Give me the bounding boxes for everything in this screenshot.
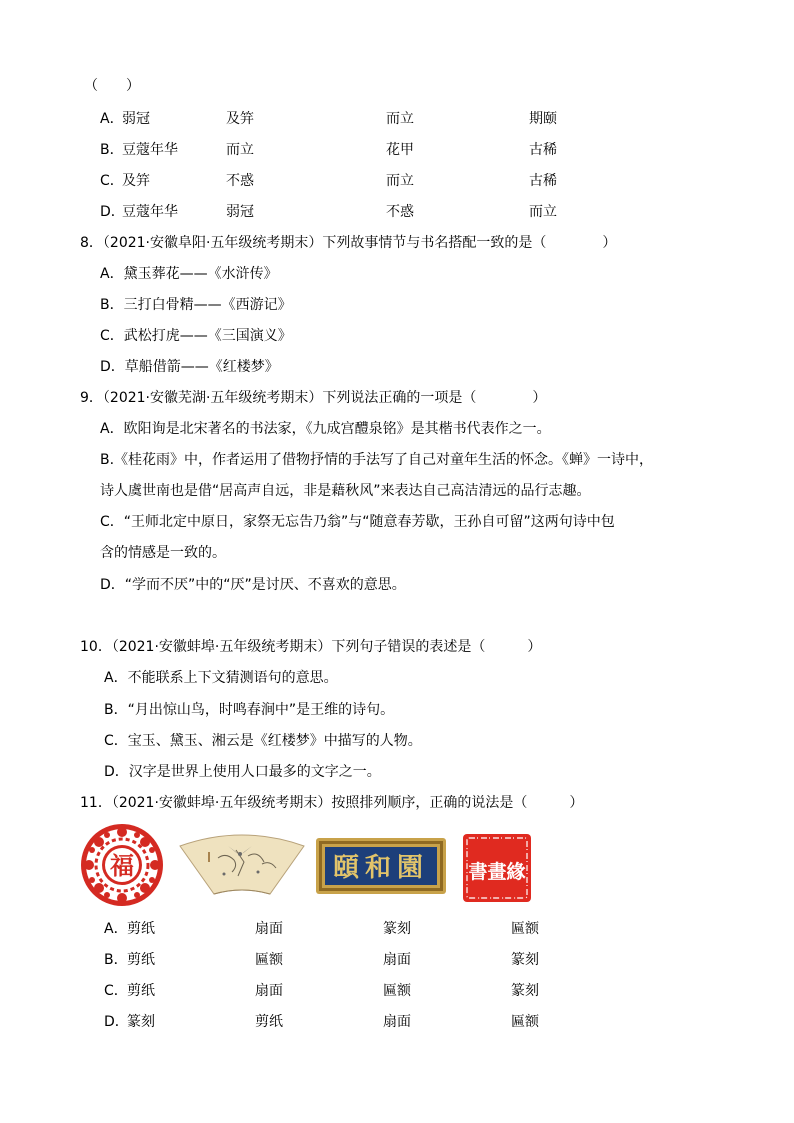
q7-answer-bracket: （ ） xyxy=(84,78,140,94)
q11-option-letter: C． xyxy=(104,983,128,999)
papercut-char: 福 xyxy=(110,851,134,880)
q7-option-term: 而立 xyxy=(529,204,557,220)
q10-option-a[interactable]: A．不能联系上下文猜测语句的意思。 xyxy=(104,670,338,686)
q10-stem: 10．（2021·安徽蚌埠·五年级统考期末）下列句子错误的表述是（ ） xyxy=(80,639,542,655)
q11-stem: 11．（2021·安徽蚌埠·五年级统考期末）按照排列顺序，正确的说法是（ ） xyxy=(80,795,584,811)
q11-option-term: 剪纸 xyxy=(127,952,155,968)
q11-option-term: 扇面 xyxy=(255,921,283,937)
q8-option-d[interactable]: D．草船借箭——《红楼梦》 xyxy=(100,359,279,375)
papercut-image xyxy=(79,822,165,908)
plaque-text: 頤和園 xyxy=(332,853,430,883)
q11-option-term: 剪纸 xyxy=(255,1014,283,1030)
q11-option-term: 篆刻 xyxy=(511,983,539,999)
q7-option-term: 弱冠 xyxy=(226,204,254,220)
q8-stem: 8．（2021·安徽阜阳·五年级统考期末）下列故事情节与书名搭配一致的是（ ） xyxy=(80,235,617,251)
seal-text: 書畫緣 xyxy=(468,861,526,883)
q11-option-term: 匾额 xyxy=(255,952,283,968)
q11-option-term: 匾额 xyxy=(383,983,411,999)
q11-option-term: 扇面 xyxy=(383,1014,411,1030)
q8-option-c[interactable]: C．武松打虎——《三国演义》 xyxy=(100,328,292,344)
q7-option-term: 不惑 xyxy=(226,173,254,189)
plaque-image xyxy=(316,838,446,894)
q7-option-term: 期颐 xyxy=(529,111,557,127)
seal-carving-image xyxy=(461,832,533,904)
q7-option-term: 古稀 xyxy=(529,142,557,158)
q10-option-b[interactable]: B．“月出惊山鸟，时鸣春涧中”是王维的诗句。 xyxy=(104,702,395,718)
q11-option-term: 篆刻 xyxy=(127,1014,155,1030)
q11-option-term: 匾额 xyxy=(511,1014,539,1030)
q9-option-b-line: 诗人虞世南也是借“居高声自远，非是藉秋风”来表达自己高洁清远的品行志趣。 xyxy=(100,483,591,499)
q8-option-a[interactable]: A．黛玉葬花——《水浒传》 xyxy=(100,266,278,282)
q7-option-term: 不惑 xyxy=(386,204,414,220)
q7-option-term: 及笄 xyxy=(226,111,254,127)
q11-option-term: 篆刻 xyxy=(511,952,539,968)
q9-stem: 9．（2021·安徽芜湖·五年级统考期末）下列说法正确的一项是（ ） xyxy=(80,390,547,406)
q11-option-letter: B． xyxy=(104,952,128,968)
q11-option-term: 篆刻 xyxy=(383,921,411,937)
q7-option-term: 而立 xyxy=(386,111,414,127)
q11-option-term: 剪纸 xyxy=(127,983,155,999)
q9-option-c-line: 含的情感是一致的。 xyxy=(100,545,226,561)
q11-option-term: 匾额 xyxy=(511,921,539,937)
q11-option-term: 扇面 xyxy=(383,952,411,968)
q7-option-term: 古稀 xyxy=(529,173,557,189)
q7-option-term: 豆蔻年华 xyxy=(122,204,178,220)
q8-option-b[interactable]: B．三打白骨精——《西游记》 xyxy=(100,297,292,313)
q7-option-term: 而立 xyxy=(386,173,414,189)
q11-option-letter: A． xyxy=(104,921,128,937)
fan-painting-image xyxy=(178,832,306,898)
q7-option-letter: D． xyxy=(100,204,125,220)
q7-option-term: 花甲 xyxy=(386,142,414,158)
q7-option-letter: A． xyxy=(100,111,124,127)
q11-option-term: 扇面 xyxy=(255,983,283,999)
q9-option-d[interactable]: D．“学而不厌”中的“厌”是讨厌、不喜欢的意思。 xyxy=(100,577,406,593)
q9-option-c-line: C．“王师北定中原日，家祭无忘告乃翁”与“随意春芳歇，王孙自可留”这两句诗中包 xyxy=(100,514,615,530)
q9-option-a[interactable]: A．欧阳询是北宋著名的书法家，《九成宫醴泉铭》是其楷书代表作之一。 xyxy=(100,421,551,437)
q11-option-letter: D． xyxy=(104,1014,129,1030)
q9-option-b-line: B.《桂花雨》中，作者运用了借物抒情的手法写了自己对童年生活的怀念。《蝉》一诗中， xyxy=(100,452,654,468)
q7-option-term: 及笄 xyxy=(122,173,150,189)
q11-option-term: 剪纸 xyxy=(127,921,155,937)
q10-option-c[interactable]: C．宝玉、黛玉、湘云是《红楼梦》中描写的人物。 xyxy=(104,733,422,749)
q7-option-term: 豆蔻年华 xyxy=(122,142,178,158)
q7-option-letter: C． xyxy=(100,173,124,189)
q7-option-letter: B． xyxy=(100,142,124,158)
q7-option-term: 弱冠 xyxy=(122,111,150,127)
q7-option-term: 而立 xyxy=(226,142,254,158)
q10-option-d[interactable]: D．汉字是世界上使用人口最多的文字之一。 xyxy=(104,764,381,780)
